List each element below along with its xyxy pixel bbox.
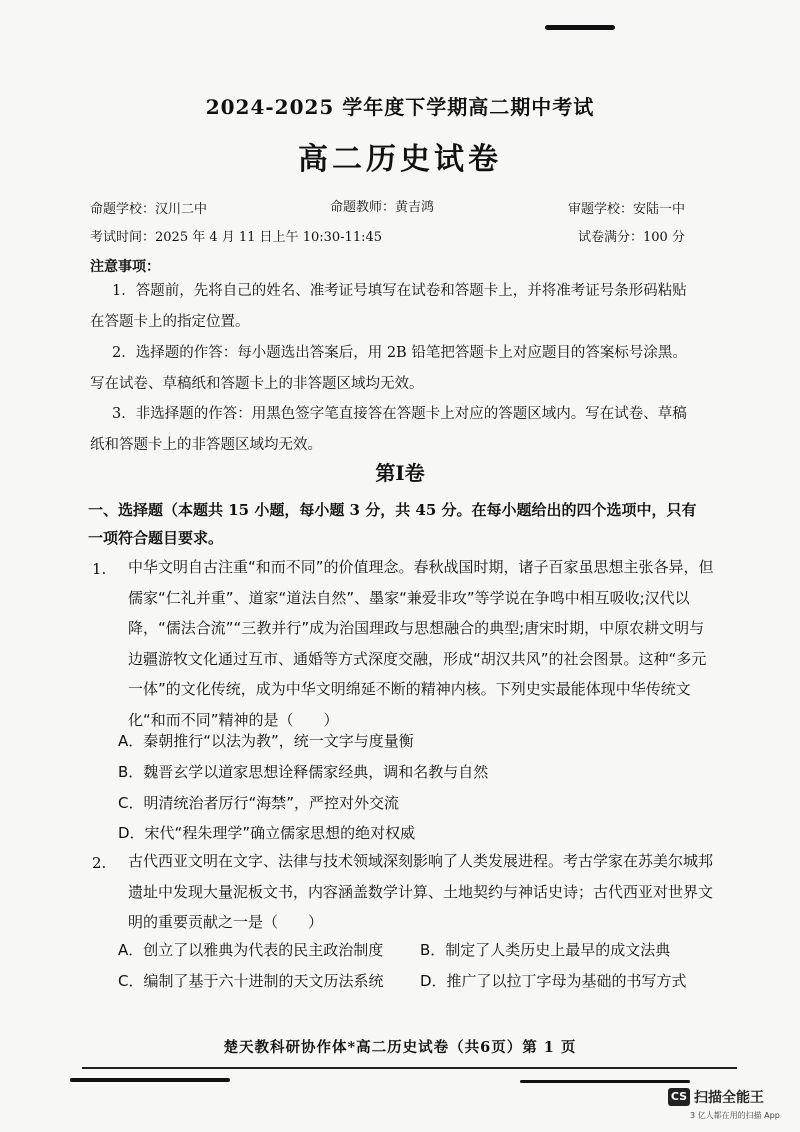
question-number: 2. bbox=[92, 854, 107, 872]
camscanner-logo-icon: CS bbox=[668, 1088, 690, 1106]
question-option: D．宋代“程朱理学”确立儒家思想的绝对权威 bbox=[118, 824, 416, 842]
paper-title: 高二历史试卷 bbox=[298, 142, 502, 177]
scan-mark-bottom-right bbox=[520, 1080, 690, 1083]
footer-divider bbox=[82, 1067, 737, 1069]
question-option: D．推广了以拉丁字母为基础的书写方式 bbox=[420, 972, 687, 990]
part-heading: 一、选择题（本题共 15 小题，每小题 3 分，共 45 分。在每小题给出的四个选项中，只有一项符合题目要求。 bbox=[88, 501, 697, 547]
camscanner-name: 扫描全能王 bbox=[694, 1090, 764, 1106]
question-option: B．制定了人类历史上最早的成文法典 bbox=[420, 941, 671, 959]
scan-mark-top bbox=[545, 25, 615, 30]
question-stem: 古代西亚文明在文字、法律与技术领域深刻影响了人类发展进程。考古学家在苏美尔城邦遗址中发现大量泥板文书，内容涵盖数学计算、土地契约与神话史诗；古代西亚对世界文明的重要贡献之一是（ ） bbox=[128, 852, 714, 931]
question-option: C．编制了基于六十进制的天文历法系统 bbox=[118, 972, 384, 990]
meta-review: 审题学校：安陆一中 bbox=[568, 202, 686, 217]
scan-mark-bottom-left bbox=[70, 1078, 230, 1082]
meta-school: 命题学校：汉川二中 bbox=[90, 202, 208, 217]
exam-title: 2024-2025 学年度下学期高二期中考试 bbox=[205, 95, 595, 119]
question-stem: 中华文明自古注重“和而不同”的价值理念。春秋战国时期，诸子百家虽思想主张各异，但儒家“仁礼并重”、道家“道法自然”、墨家“兼爱非攻”等学说在争鸣中相互吸收;汉代以降，“儒法合流”“三教并行”成为治国理政与思想融合的典型;唐宋时期，中原农耕文明与边疆游牧文化通过互市、通婚等方式深度交融，形成“胡汉共风”的社会图景。这种“多元一体”的文化传统，成为中华文明绵延不断的精神内核。下列史实最能体现中华传统文化“和而不同”精神的是（ ） bbox=[128, 558, 714, 729]
question-option: A．创立了以雅典为代表的民主政治制度 bbox=[118, 941, 384, 959]
notice-item: 3．非选择题的作答：用黑色签字笔直接答在答题卡上对应的答题区域内。写在试卷、草稿纸和答题卡上的非答题区域均无效。 bbox=[90, 406, 687, 453]
meta-time: 考试时间：2025 年 4 月 11 日上午 10:30-11:45 bbox=[90, 230, 383, 245]
page-footer: 楚天教科研协作体*高二历史试卷（共6页）第 1 页 bbox=[223, 1039, 577, 1056]
section-title: 第Ⅰ卷 bbox=[375, 461, 425, 485]
question-option: B．魏晋玄学以道家思想诠释儒家经典，调和名教与自然 bbox=[118, 763, 489, 781]
notice-item: 1．答题前，先将自己的姓名、准考证号填写在试卷和答题卡上，并将准考证号条形码粘贴在答题卡上的指定位置。 bbox=[90, 283, 687, 330]
notice-item: 2．选择题的作答：每小题选出答案后，用 2B 铅笔把答题卡上对应题目的答案标号涂黑。写在试卷、草稿纸和答题卡上的非答题区域均无效。 bbox=[90, 345, 687, 392]
camscanner-tagline: 3 亿人都在用的扫描 App bbox=[690, 1111, 780, 1120]
question-option: C．明清统治者厉行“海禁”，严控对外交流 bbox=[118, 794, 400, 812]
meta-teacher: 命题教师：黄吉鸿 bbox=[330, 200, 435, 215]
notice-heading: 注意事项： bbox=[90, 259, 160, 275]
question-number: 1. bbox=[92, 560, 107, 578]
meta-score: 试卷满分：100 分 bbox=[578, 230, 685, 245]
question-option: A．秦朝推行“以法为教”，统一文字与度量衡 bbox=[118, 732, 414, 750]
